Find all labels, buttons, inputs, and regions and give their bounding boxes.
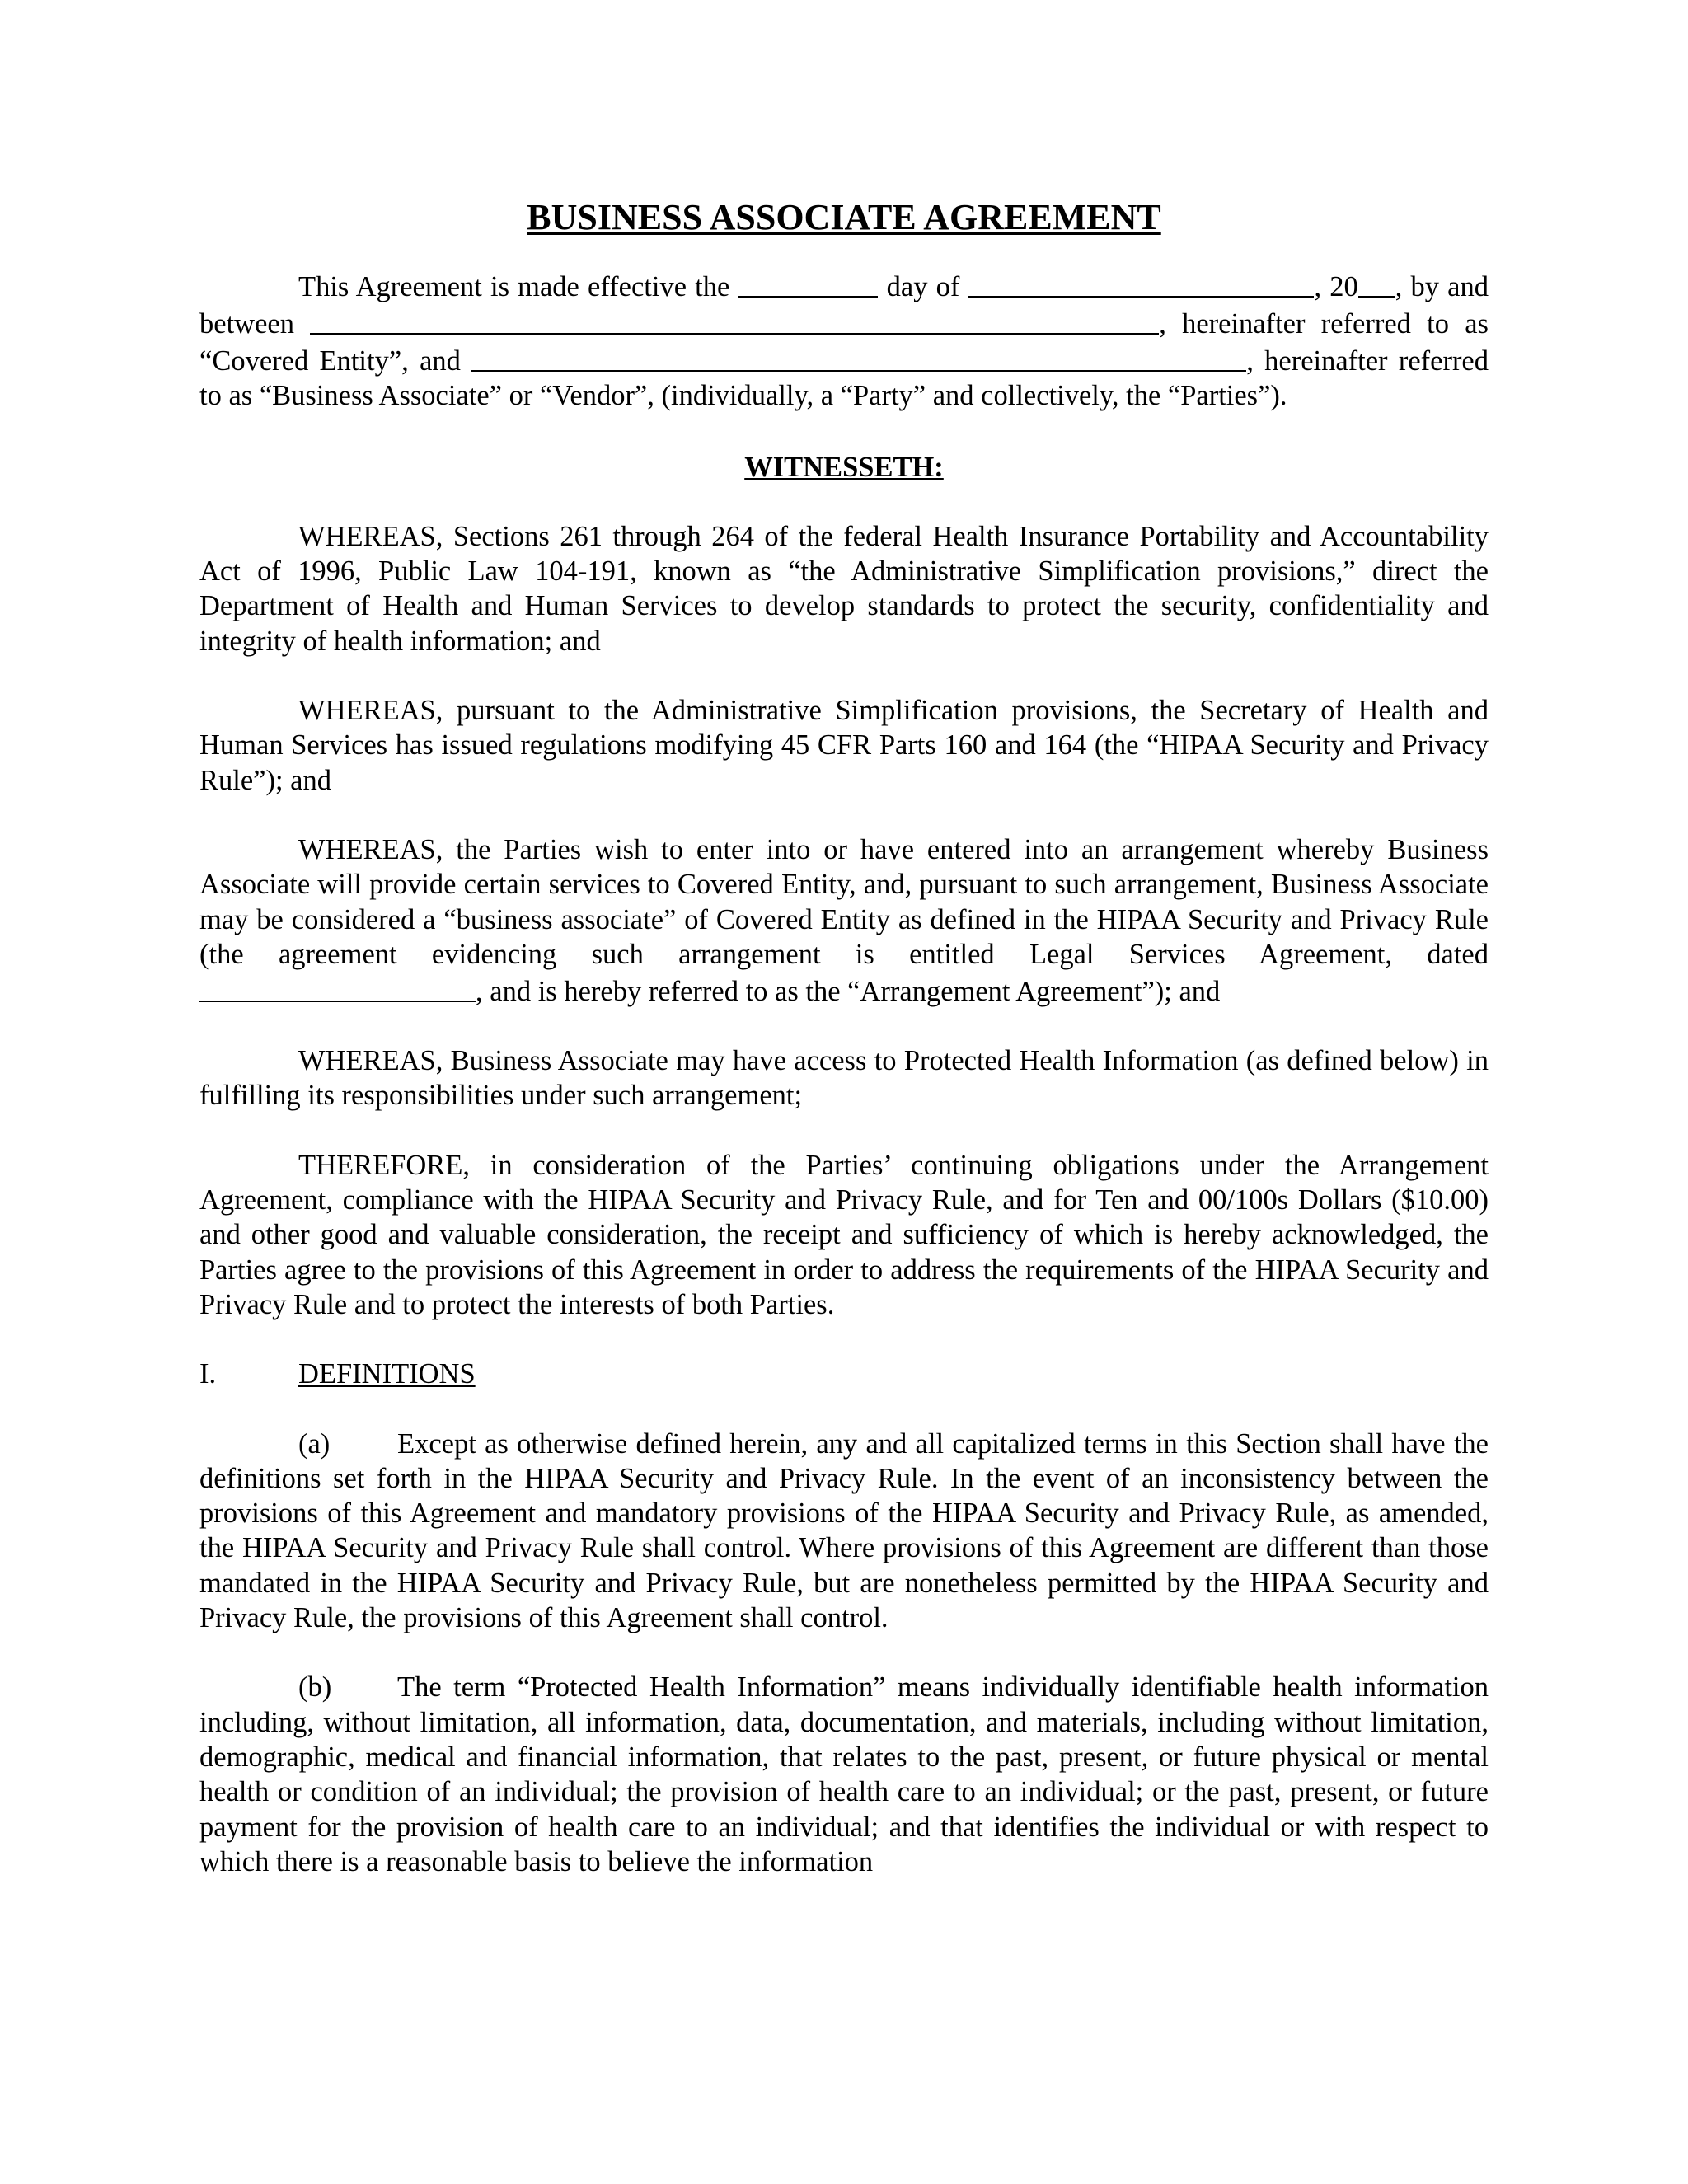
arrangement-date-blank[interactable] [199, 972, 476, 1002]
document-title: BUSINESS ASSOCIATE AGREEMENT [527, 197, 1161, 237]
covered-entity-name-blank[interactable] [310, 304, 1159, 335]
item-marker-a: (a) [298, 1427, 331, 1460]
effective-day-blank[interactable] [738, 267, 878, 298]
whereas-paragraph-3: WHEREAS, the Parties wish to enter into or have entered into an arrangement whereby Business Associate will provide certain services to Covered Entity, and, pursuant to such arrangement, Business Associate may be considered a “business associate” of Covered Entity as defined in the HIPAA Security and Privacy Rule (the agreement evidencing such arrangement is entitled Legal Services Agreement, dated , and is hereby referred to as the “Arrangement Agreement”); and [199, 833, 1489, 1007]
definition-paragraph-b: (b) The term “Protected Health Information” means individually identifiable health information including, without limitation, all information, data, documentation, and materials, including without limitation, demographic, medical and financial information, that relates to the past, present, or future physical or mental health or condition of an individual; the provision of health care to an individual; or the past, present, or future payment for the provision of health care to an individual; and that identifies the individual or with respect to which there is a reasonable basis to believe the information [199, 1671, 1489, 1877]
item-marker-b: (b) [298, 1671, 332, 1704]
intro-paragraph: This Agreement is made effective the day of , 20 , by and between , hereinafter referred to as “Covered Entity”, and , hereinafter referred to as “Business Associate” or “Vendor”, (individually, a “Party” and collectively, the “Parties”). [199, 267, 1489, 414]
definition-paragraph-a: (a) Except as otherwise defined herein, any and all capitalized terms in this Section shall have the definitions set forth in the HIPAA Security and Privacy Rule. In the event of an inconsistency between the provisions of this Agreement and mandatory provisions of the HIPAA Security and Privacy Rule, as amended, the HIPAA Security and Privacy Rule shall control. Where provisions of this Agreement are different than those mandated in the HIPAA Security and Privacy Rule, but are nonetheless permitted by the HIPAA Security and Privacy Rule, the provisions of this Agreement shall control. [199, 1427, 1489, 1634]
effective-year-blank[interactable] [1358, 267, 1395, 298]
business-associate-name-blank[interactable] [471, 341, 1246, 372]
section-label: DEFINITIONS [298, 1358, 476, 1390]
therefore-paragraph: THEREFORE, in consideration of the Parties’ continuing obligations under the Arrangement Agreement, compliance with the HIPAA Security and Privacy Rule, and for Ten and 00/100s Dollars ($10.00) and other good and valuable consideration, the receipt and sufficiency of which is hereby acknowledged, the Parties agree to the provisions of this Agreement in order to address the requirements of the HIPAA Security and Privacy Rule and to protect the interests of both Parties. [199, 1149, 1489, 1320]
whereas-paragraph-4: WHEREAS, Business Associate may have access to Protected Health Information (as defined below) in fulfilling its responsibilities under such arrangement; [199, 1045, 1489, 1112]
section-number: I. [199, 1358, 217, 1390]
whereas-paragraph-1: WHEREAS, Sections 261 through 264 of the federal Health Insurance Portability and Accountability Act of 1996, Public Law 104-191, known as “the Administrative Simplification provisions,” direct the Department of Health and Human Services to develop standards to protect the security, confidentiality and integrity of health information; and [199, 520, 1489, 657]
section-heading-definitions [199, 1357, 1489, 1391]
effective-month-blank[interactable] [968, 267, 1314, 298]
witnesseth-heading: WITNESSETH: [744, 451, 944, 483]
whereas-paragraph-2: WHEREAS, pursuant to the Administrative Simplification provisions, the Secretary of Health and Human Services has issued regulations modifying 45 CFR Parts 160 and 164 (the “HIPAA Security and Privacy Rule”); and [199, 695, 1489, 796]
